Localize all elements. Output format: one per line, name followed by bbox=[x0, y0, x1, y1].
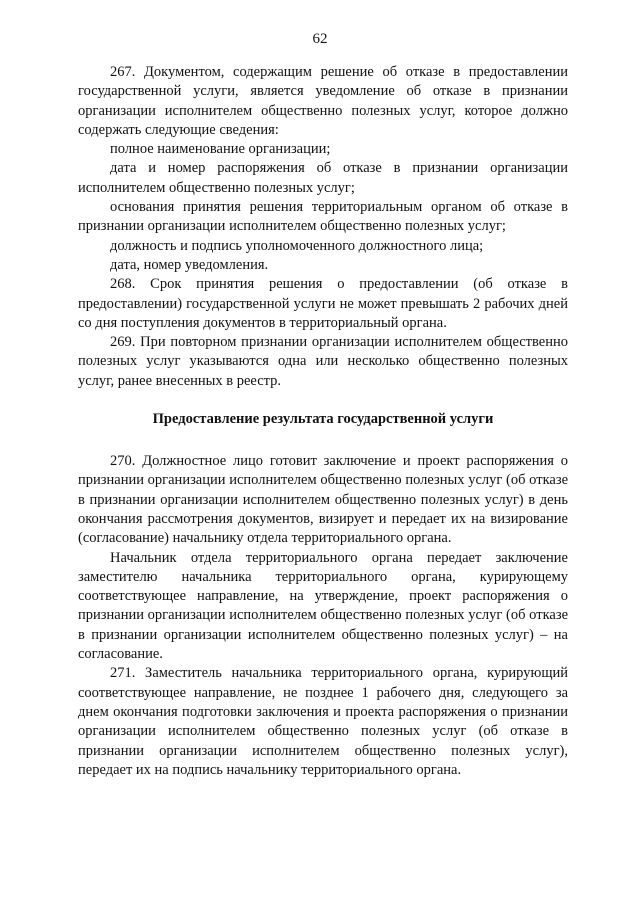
paragraph-269: 269. При повторном признании организации исполнителем общественно полезных услуг указываются одна или несколько общественно полезных услуг, ранее внесенных в реестр. bbox=[78, 334, 568, 389]
list-item-order-date-number: дата и номер распоряжения об отказе в признании организации исполнителем общественно полезных услуг; bbox=[78, 160, 568, 196]
list-item-organization-name: полное наименование организации; bbox=[110, 141, 331, 158]
list-item-refusal-grounds: основания принятия решения территориальным органом об отказе в признании организации исполнителем общественно полезных услуг; bbox=[78, 199, 568, 235]
document-body bbox=[78, 63, 568, 780]
paragraph-271: 271. Заместитель начальника территориального органа, курирующий соответствующее направление, не позднее 1 рабочего дня, следующего за днем окончания подготовки заключения и проекта распоряжения о признании организации исполнителем общественно полезных услуг (об отказе в признании организации исполнителем общественно полезных услуг), передает их на подпись начальнику территориального органа. bbox=[78, 665, 568, 778]
page-number: 62 bbox=[312, 31, 328, 47]
section-heading: Предоставление результата государственной услуги bbox=[152, 411, 494, 428]
paragraph-department-head: Начальник отдела территориального органа передает заключение заместителю начальника территориального органа, курирующему соответствующее направление, на утверждение, проект распоряжения о признании организации исполнителем общественно полезных услуг (об отказе в признании организации исполнителем общественно полезных услуг) – на согласование. bbox=[78, 549, 568, 663]
paragraph-268: 268. Срок принятия решения о предоставлении (об отказе в предоставлении) государственной услуги не может превышать 2 рабочих дней со дня поступления документов в территориальный органа. bbox=[78, 276, 568, 331]
paragraph-270: 270. Должностное лицо готовит заключение и проект распоряжения о признании организации исполнителем общественно полезных услуг (об отказе в признании организации исполнителем общественно полезных услуг) в день окончания рассмотрения документов, визирует и передает их на визирование (согласование) начальнику отдела территориального органа. bbox=[78, 453, 568, 547]
paragraph-267: 267. Документом, содержащим решение об отказе в предоставлении государственной услуги, является уведомление об отказе в признании организации исполнителем общественно полезных услуг, которое должно содержать следующие сведения: bbox=[78, 64, 568, 138]
list-item-official-signature: должность и подпись уполномоченного должностного лица; bbox=[110, 237, 484, 254]
list-item-notice-date-number: дата, номер уведомления. bbox=[110, 256, 269, 273]
